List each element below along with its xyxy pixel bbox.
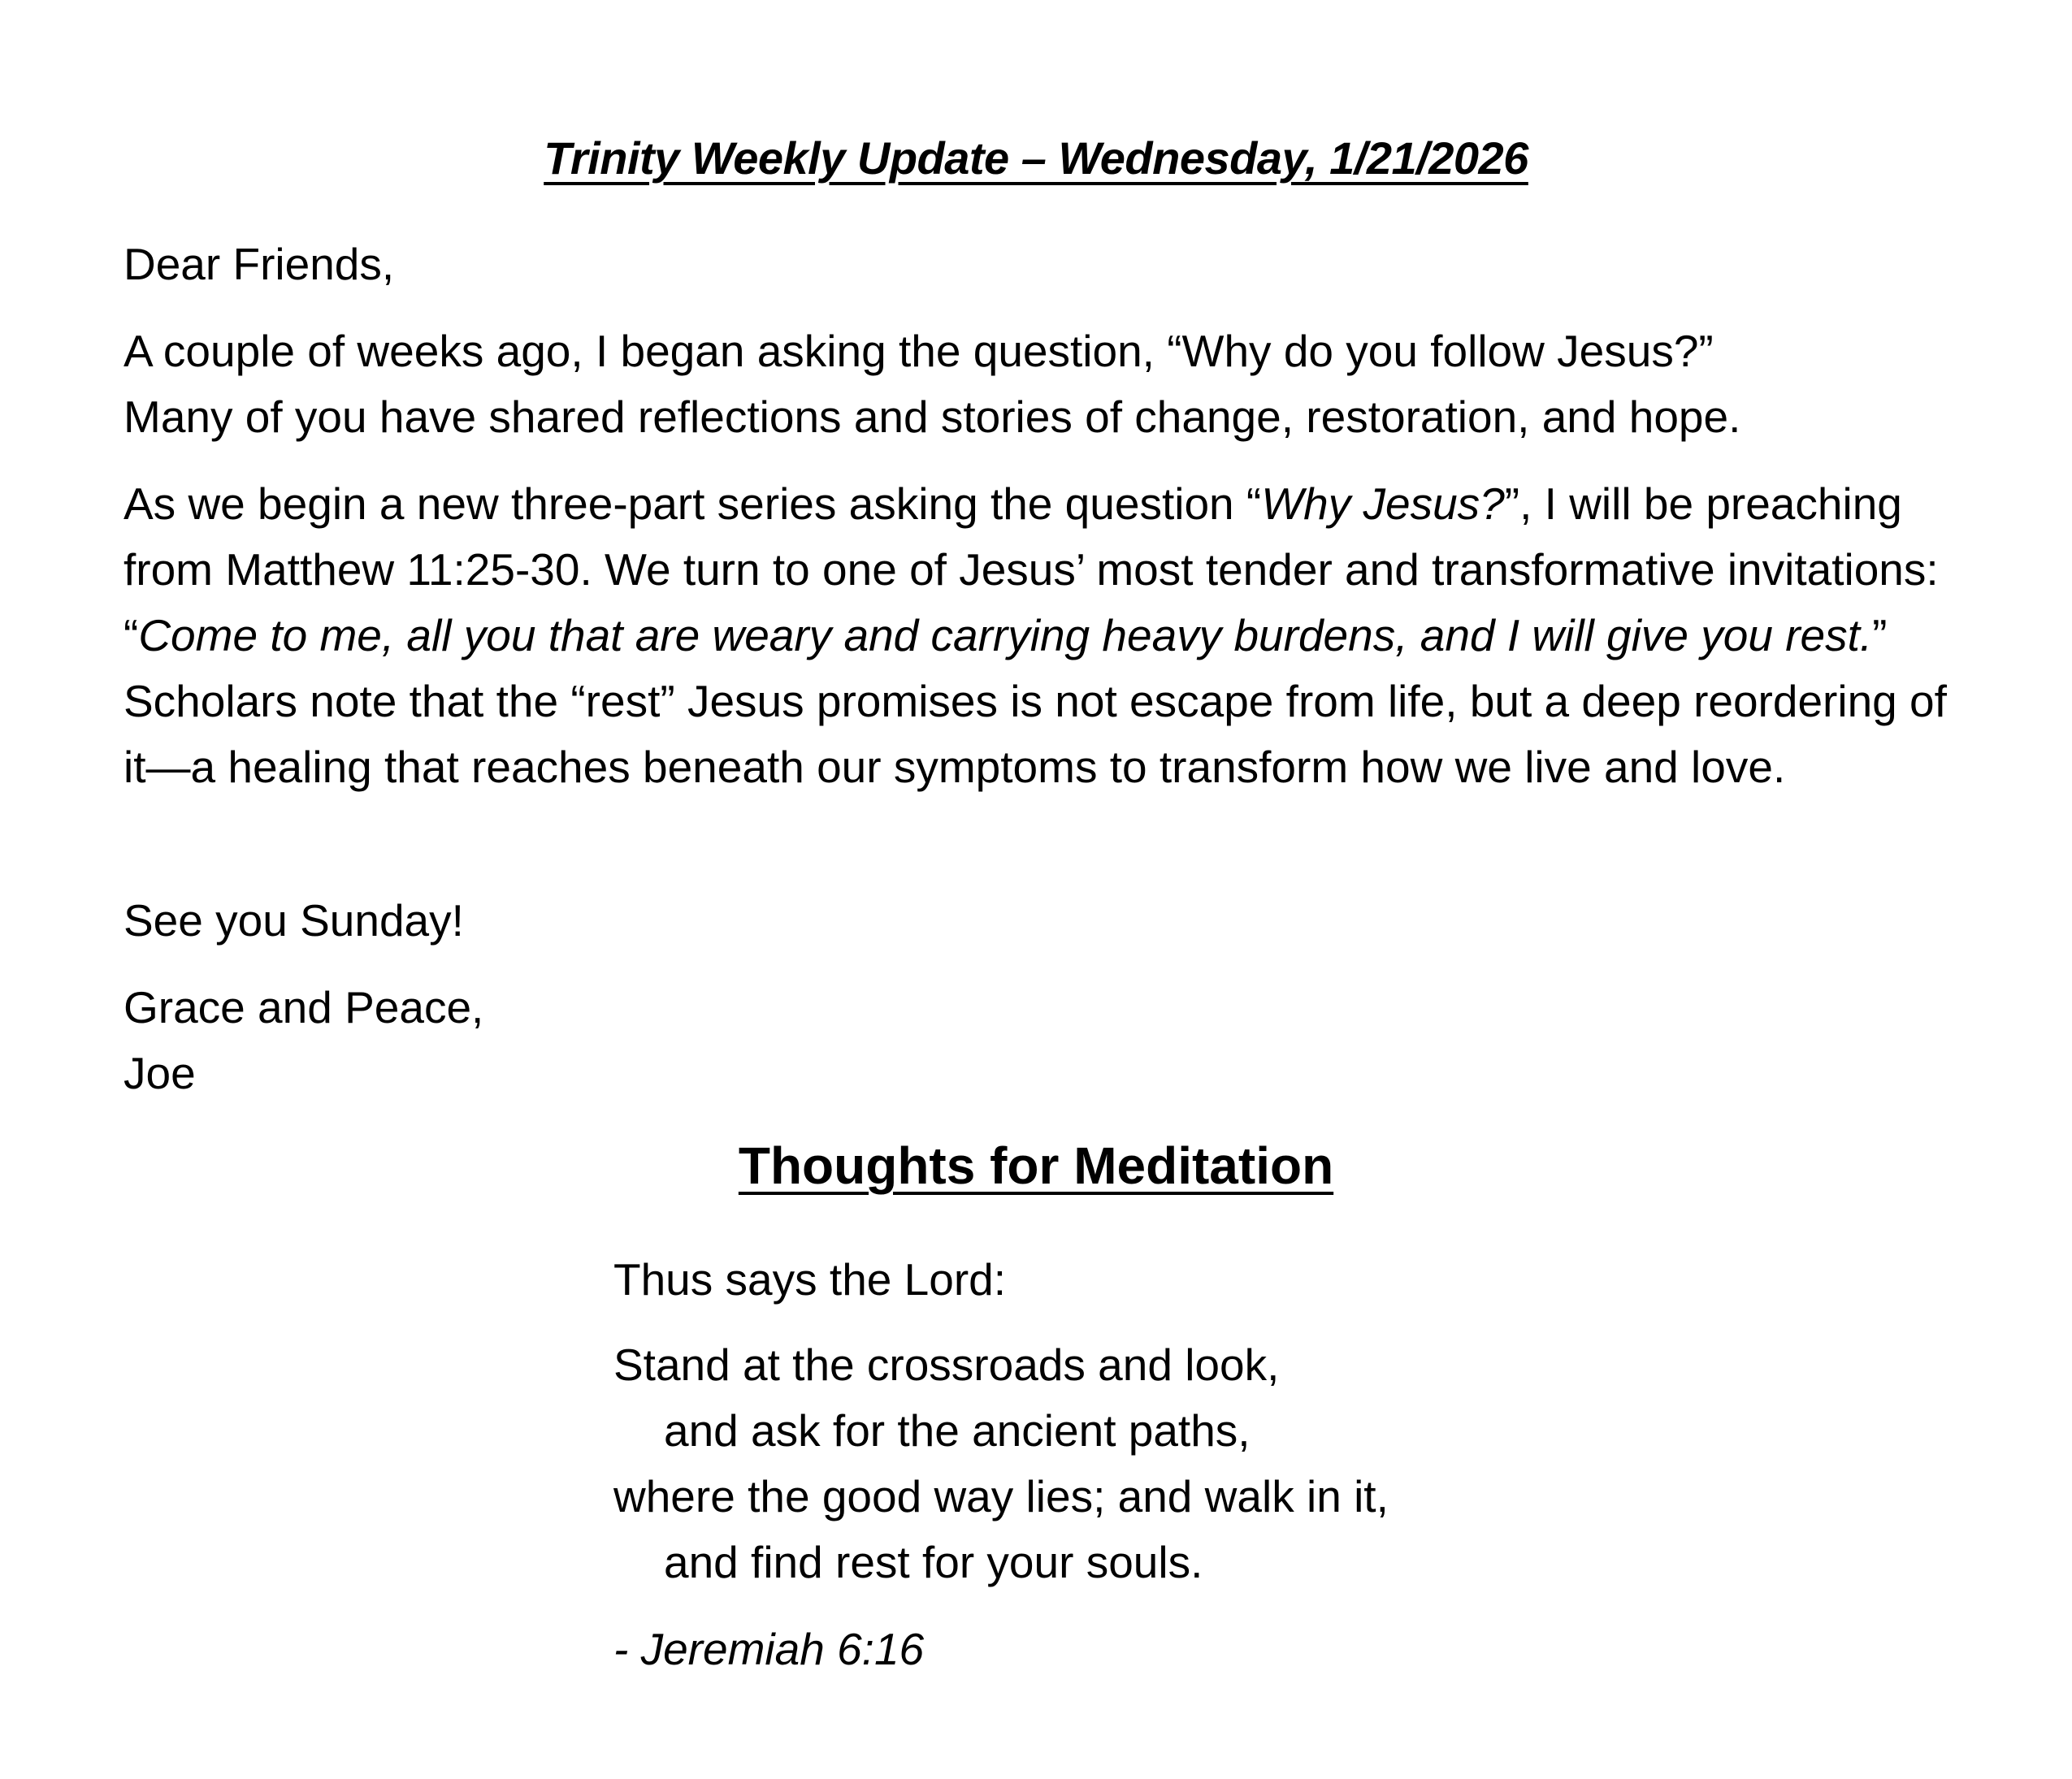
paragraph-2-italic-quote: Come to me, all you that are weary and carrying heavy burdens, and I will give you rest. — [138, 610, 1873, 660]
letter-greeting — [124, 232, 1960, 297]
letter-closing — [124, 888, 1960, 954]
paragraph-2-text — [124, 471, 1960, 800]
meditation-heading: Thoughts for Meditation — [738, 1136, 1334, 1195]
letter-paragraph-1 — [124, 318, 1960, 450]
verse-line: and find rest for your souls. — [664, 1537, 1203, 1587]
letter-paragraph-2 — [124, 471, 1960, 800]
greeting-text: Dear Friends, — [124, 239, 395, 289]
verse-line: Stand at the crossroads and look, — [613, 1340, 1280, 1390]
paragraph-2-segment: ”, I will be preaching from Matthew 11:25-30. We turn to one of Jesus’ most tender and transformative invitations: “ — [124, 478, 1939, 660]
letter-signoff — [124, 975, 1960, 1106]
signature-text: Joe — [124, 1048, 196, 1098]
paragraph-1-line-2: Many of you have shared reflections and stories of change, restoration, and hope. — [124, 392, 1741, 442]
paragraph-2-segment: ” Scholars note that the “rest” Jesus promises is not escape from life, but a deep reordering of it—a healing that reaches beneath our symptoms to transform how we live and love. — [124, 610, 1947, 792]
paragraph-1-line-1: A couple of weeks ago, I began asking the question, “Why do you follow Jesus?” — [124, 326, 1714, 376]
closing-line: See you Sunday! — [124, 895, 464, 946]
meditation-verse — [613, 1332, 1751, 1595]
meditation-intro: Thus says the Lord: — [613, 1254, 1007, 1305]
signoff-text: Grace and Peace, — [124, 982, 484, 1032]
meditation-citation: - Jeremiah 6:16 — [613, 1624, 925, 1674]
document-title: Trinity Weekly Update – Wednesday, 1/21/2026 — [544, 132, 1528, 184]
paragraph-2-italic-question: Why Jesus? — [1261, 478, 1505, 529]
verse-line: and ask for the ancient paths, — [664, 1405, 1251, 1456]
paragraph-2-segment: As we begin a new three-part series asking the question “ — [124, 478, 1262, 529]
verse-line: where the good way lies; and walk in it, — [613, 1471, 1389, 1521]
